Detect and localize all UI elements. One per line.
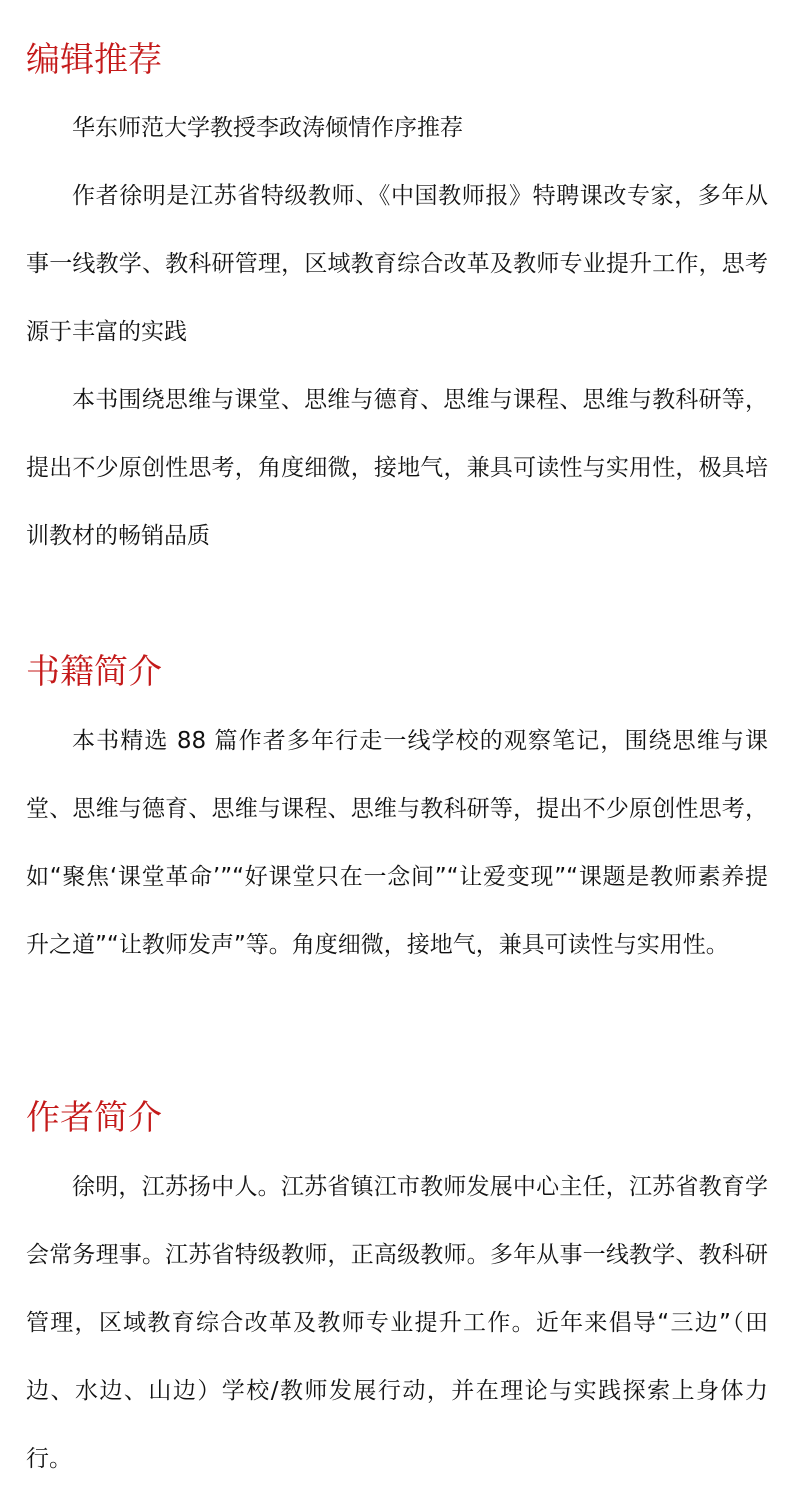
section-heading-author-introduction: 作者简介	[26, 1098, 162, 1138]
paragraph-editor-recommendation-3: 本书围绕思维与课堂、思维与德育、思维与课程、思维与教科研等，提出不少原创性思考，角度细微，接地气，兼具可读性与实用性，极具培训教材的畅销品质	[26, 387, 768, 549]
paragraph-editor-recommendation-1: 华东师范大学教授李政涛倾情作序推荐	[72, 115, 463, 141]
section-heading-editor-recommendation: 编辑推荐	[26, 40, 162, 80]
paragraph-author-introduction-1: 徐明，江苏扬中人。江苏省镇江市教师发展中心主任，江苏省教育学会常务理事。江苏省特级教师，正高级教师。多年从事一线教学、教科研管理，区域教育综合改革及教师专业提升工作。近年来倡导“三边”（田边、水边、山边）学校/教师发展行动，并在理论与实践探索上身体力行。	[26, 1174, 768, 1472]
paragraph-editor-recommendation-2: 作者徐明是江苏省特级教师、《中国教师报》特聘课改专家，多年从事一线教学、教科研管理，区域教育综合改革及教师专业提升工作，思考源于丰富的实践	[26, 183, 768, 345]
section-heading-book-introduction: 书籍简介	[26, 652, 162, 692]
paragraph-book-introduction-1: 本书精选 88 篇作者多年行走一线学校的观察笔记，围绕思维与课堂、思维与德育、思维与课程、思维与教科研等，提出不少原创性思考，如“聚焦‘课堂革命’”“好课堂只在一念间”“让爱变现”“课题是教师素养提升之道”“让教师发声”等。角度细微，接地气，兼具可读性与实用性。	[26, 728, 768, 958]
